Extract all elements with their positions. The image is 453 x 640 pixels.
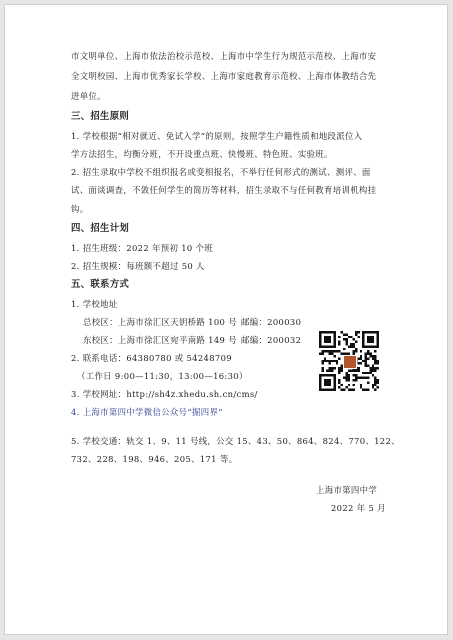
document-page bbox=[4, 4, 448, 635]
school-website-link[interactable]: 3. 学校网址：http://sh4z.xhedu.sh.cn/cms/ bbox=[71, 389, 258, 399]
office-hours: （工作日 9:00—11:30，13:00—16:30） bbox=[77, 371, 248, 381]
section-heading-plan: 四、招生计划 bbox=[71, 223, 130, 234]
principle-1-line-1: 1. 学校根据“相对就近、免试入学”的原则，按照学生户籍性质和地段派位入 bbox=[71, 131, 363, 141]
contact-phone: 2. 联系电话：64380780 或 54248709 bbox=[71, 353, 232, 363]
east-campus-postcode: 邮编：200032 bbox=[241, 335, 302, 345]
main-campus-address: 总校区：上海市徐汇区天钥桥路 100 号 bbox=[83, 317, 237, 327]
qr-code-icon bbox=[319, 331, 379, 391]
plan-item-class-size: 2. 招生规模：每班额不超过 50 人 bbox=[71, 261, 205, 271]
main-campus-postcode: 邮编：200030 bbox=[241, 317, 302, 327]
principle-1-line-2: 学方法招生，均衡分班，不开设重点班、快慢班、特色班、实验班。 bbox=[71, 149, 333, 159]
east-campus-address: 东校区：上海市徐汇区宛平南路 149 号 bbox=[83, 335, 237, 345]
signature-school: 上海市第四中学 bbox=[316, 485, 378, 495]
principle-2-line-3: 钩。 bbox=[71, 204, 89, 214]
section-heading-principles: 三、招生原则 bbox=[71, 111, 130, 122]
plan-item-classes: 1. 招生班级：2022 年预初 10 个班 bbox=[71, 243, 214, 253]
qr-center-logo bbox=[343, 355, 357, 369]
signature-date: 2022 年 5 月 bbox=[331, 503, 386, 513]
address-title: 1. 学校地址 bbox=[71, 299, 118, 309]
transport-line-1: 5. 学校交通：轨交 1、9、11 号线，公交 15、43、50、864、824、770、122、 bbox=[71, 436, 400, 446]
wechat-account: 4. 上海市第四中学微信公众号“掘四界” bbox=[71, 407, 223, 417]
intro-line-2: 全文明校园、上海市优秀家长学校、上海市家庭教育示范校、上海市体教结合先 bbox=[71, 71, 377, 81]
principle-2-line-1: 2. 招生录取中学校不组织报名或变相报名，不举行任何形式的测试、测评、面 bbox=[71, 167, 371, 177]
intro-line-1: 市文明单位、上海市依法治校示范校、上海市中学生行为规范示范校、上海市安 bbox=[71, 51, 377, 61]
section-heading-contact: 五、联系方式 bbox=[71, 279, 130, 290]
principle-2-line-2: 试、面谈调查，不敛任何学生的简历等材料，招生录取不与任何教育培训机构挂 bbox=[71, 185, 377, 195]
intro-line-3: 进单位。 bbox=[71, 91, 106, 101]
transport-line-2: 732、228、198、946、205、171 等。 bbox=[71, 454, 238, 464]
